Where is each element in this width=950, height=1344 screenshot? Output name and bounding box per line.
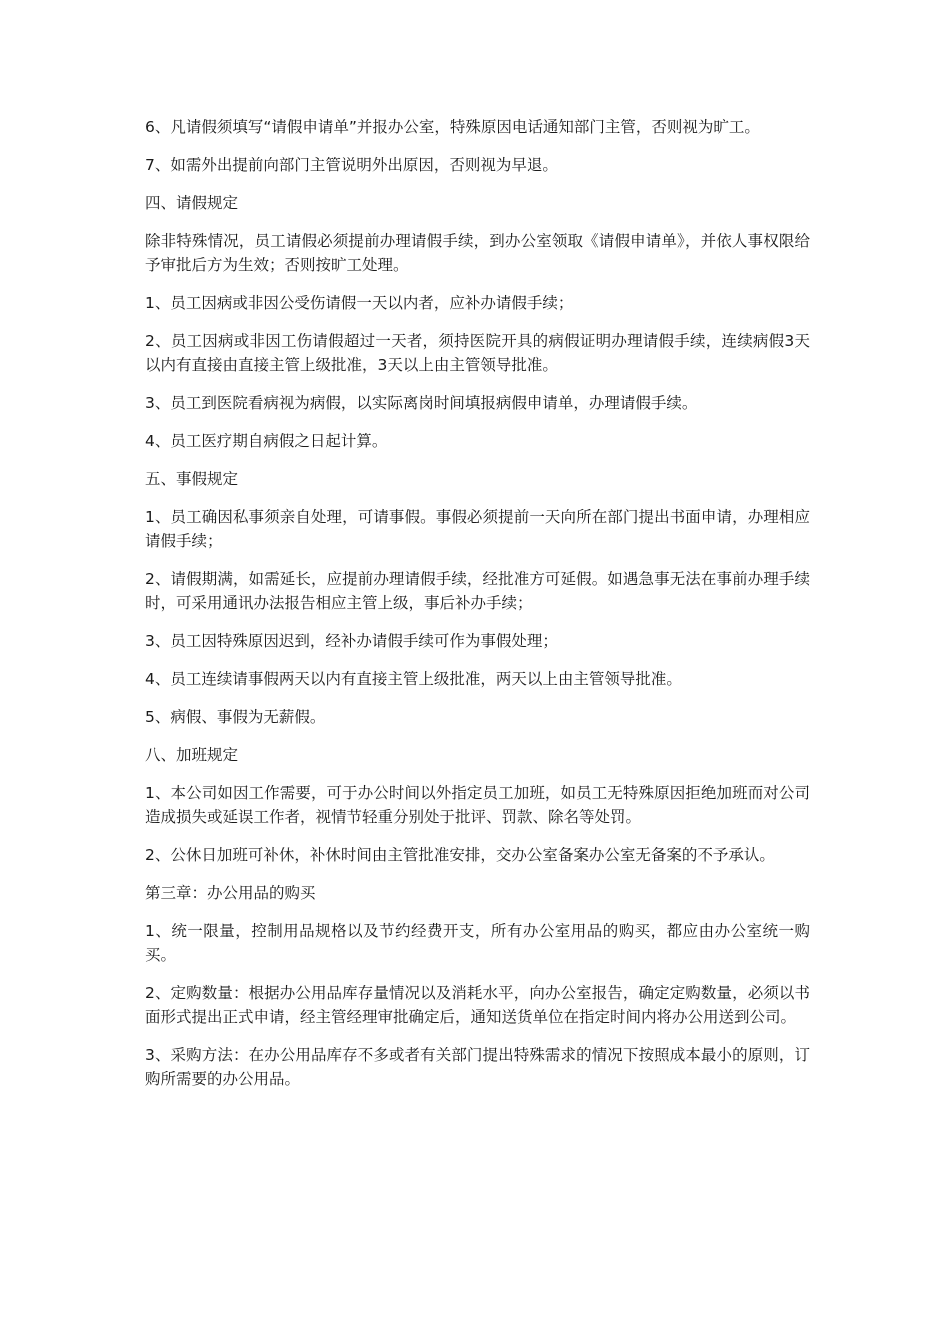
- paragraph-sick-leave-3: 3、员工到医院看病视为病假，以实际离岗时间填报病假申请单，办理请假手续。: [145, 394, 698, 412]
- section-heading-leave-rules: 四、请假规定: [145, 194, 239, 212]
- paragraph-personal-leave-5: 5、病假、事假为无薪假。: [145, 708, 326, 726]
- section-heading-overtime: 八、加班规定: [145, 746, 239, 764]
- paragraph-supplies-3: 3、采购方法：在办公用品库存不多或者有关部门提出特殊需求的情况下按照成本最小的原则，订购所需要的办公用品。: [145, 1046, 810, 1088]
- paragraph-overtime-2: 2、公休日加班可补休，补休时间由主管批准安排，交办公室备案办公室无备案的不予承认。: [145, 846, 775, 864]
- document-body: [145, 115, 810, 1105]
- paragraph-personal-leave-2: 2、请假期满，如需延长，应提前办理请假手续，经批准方可延假。如遇急事无法在事前办理手续时，可采用通讯办法报告相应主管上级，事后补办手续；: [145, 570, 810, 612]
- chapter-heading-office-supplies: 第三章：办公用品的购买: [145, 884, 316, 902]
- paragraph-personal-leave-4: 4、员工连续请事假两天以内有直接主管上级批准，两天以上由主管领导批准。: [145, 670, 682, 688]
- paragraph-leave-procedure: 除非特殊情况，员工请假必须提前办理请假手续，到办公室领取《请假申请单》，并依人事权限给予审批后方为生效；否则按旷工处理。: [145, 232, 810, 274]
- paragraph-supplies-1: 1、统一限量，控制用品规格以及节约经费开支，所有办公室用品的购买，都应由办公室统一购买。: [145, 922, 810, 964]
- paragraph-sick-leave-1: 1、员工因病或非因公受伤请假一天以内者，应补办请假手续；: [145, 294, 574, 312]
- paragraph-personal-leave-3: 3、员工因特殊原因迟到，经补办请假手续可作为事假处理；: [145, 632, 558, 650]
- paragraph-sick-leave-4: 4、员工医疗期自病假之日起计算。: [145, 432, 388, 450]
- paragraph-sick-leave-2: 2、员工因病或非因工伤请假超过一天者，须持医院开具的病假证明办理请假手续，连续病假3天以内有直接由直接主管上级批准，3天以上由主管领导批准。: [145, 332, 810, 374]
- paragraph-personal-leave-1: 1、员工确因私事须亲自处理，可请事假。事假必须提前一天向所在部门提出书面申请，办理相应请假手续；: [145, 508, 810, 550]
- section-heading-personal-leave: 五、事假规定: [145, 470, 239, 488]
- paragraph-overtime-1: 1、本公司如因工作需要，可于办公时间以外指定员工加班，如员工无特殊原因拒绝加班而对公司造成损失或延误工作者，视情节轻重分别处于批评、罚款、除名等处罚。: [145, 784, 810, 826]
- paragraph-supplies-2: 2、定购数量：根据办公用品库存量情况以及消耗水平，向办公室报告，确定定购数量，必须以书面形式提出正式申请，经主管经理审批确定后，通知送货单位在指定时间内将办公用送到公司。: [145, 984, 810, 1026]
- paragraph-going-out-rule: 7、如需外出提前向部门主管说明外出原因，否则视为早退。: [145, 156, 558, 174]
- paragraph-leave-form-rule: 6、凡请假须填写“请假申请单”并报办公室，特殊原因电话通知部门主管，否则视为旷工。: [145, 118, 760, 136]
